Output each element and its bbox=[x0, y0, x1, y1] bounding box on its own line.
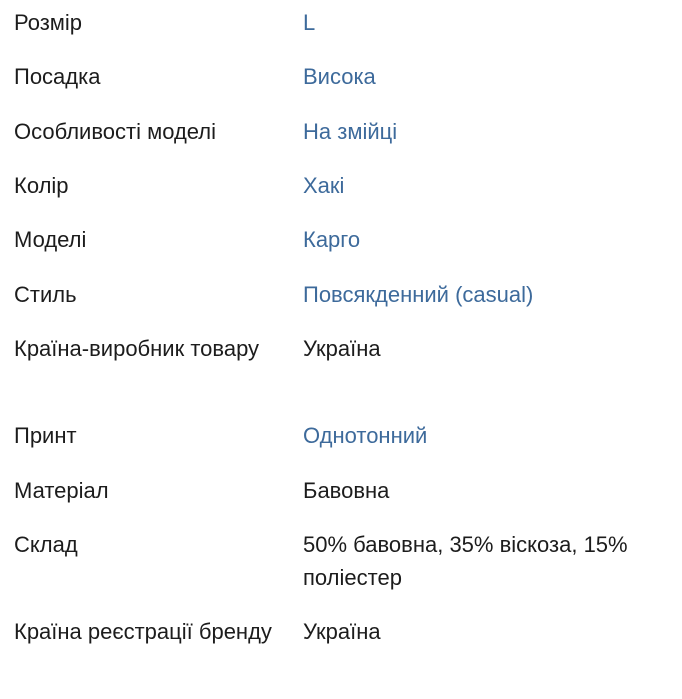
spec-label: Країна реєстрації бренду bbox=[14, 619, 272, 644]
spec-row-brand-country bbox=[14, 615, 682, 695]
spec-label: Склад bbox=[14, 532, 78, 557]
spec-value-link[interactable]: Карго bbox=[303, 227, 361, 252]
spec-row-size bbox=[14, 6, 682, 60]
spec-label: Країна-виробник товару bbox=[14, 336, 260, 361]
spec-value: Бавовна bbox=[303, 478, 390, 503]
spec-label: Розмір bbox=[14, 10, 83, 35]
spec-row-model-features bbox=[14, 115, 682, 169]
spec-label: Стиль bbox=[14, 282, 77, 307]
spec-value-link[interactable]: Однотонний bbox=[303, 423, 428, 448]
spec-row-models bbox=[14, 223, 682, 278]
spec-value-link[interactable]: Повсякденний (casual) bbox=[303, 282, 534, 307]
spec-row-style bbox=[14, 278, 682, 332]
spec-value: Україна bbox=[303, 619, 381, 644]
spec-row-print bbox=[14, 419, 682, 474]
spec-value-link[interactable]: На змійці bbox=[303, 119, 398, 144]
spec-label: Особливості моделі bbox=[14, 119, 217, 144]
spec-row-material bbox=[14, 474, 682, 528]
spec-value: 50% бавовна, 35% віскоза, 15% поліестер bbox=[303, 532, 628, 590]
spec-row-composition bbox=[14, 528, 682, 615]
spec-row-color bbox=[14, 169, 682, 223]
spec-label: Посадка bbox=[14, 64, 101, 89]
spec-value: Україна bbox=[303, 336, 381, 361]
spec-label: Колір bbox=[14, 173, 69, 198]
spec-value-link[interactable]: Висока bbox=[303, 64, 376, 89]
spec-value-link[interactable]: L bbox=[303, 10, 316, 35]
spec-value-link[interactable]: Хакі bbox=[303, 173, 345, 198]
spec-row-fit bbox=[14, 60, 682, 115]
spec-row-country-of-origin bbox=[14, 332, 682, 419]
spec-label: Принт bbox=[14, 423, 77, 448]
spec-label: Матеріал bbox=[14, 478, 109, 503]
spec-label: Моделі bbox=[14, 227, 87, 252]
